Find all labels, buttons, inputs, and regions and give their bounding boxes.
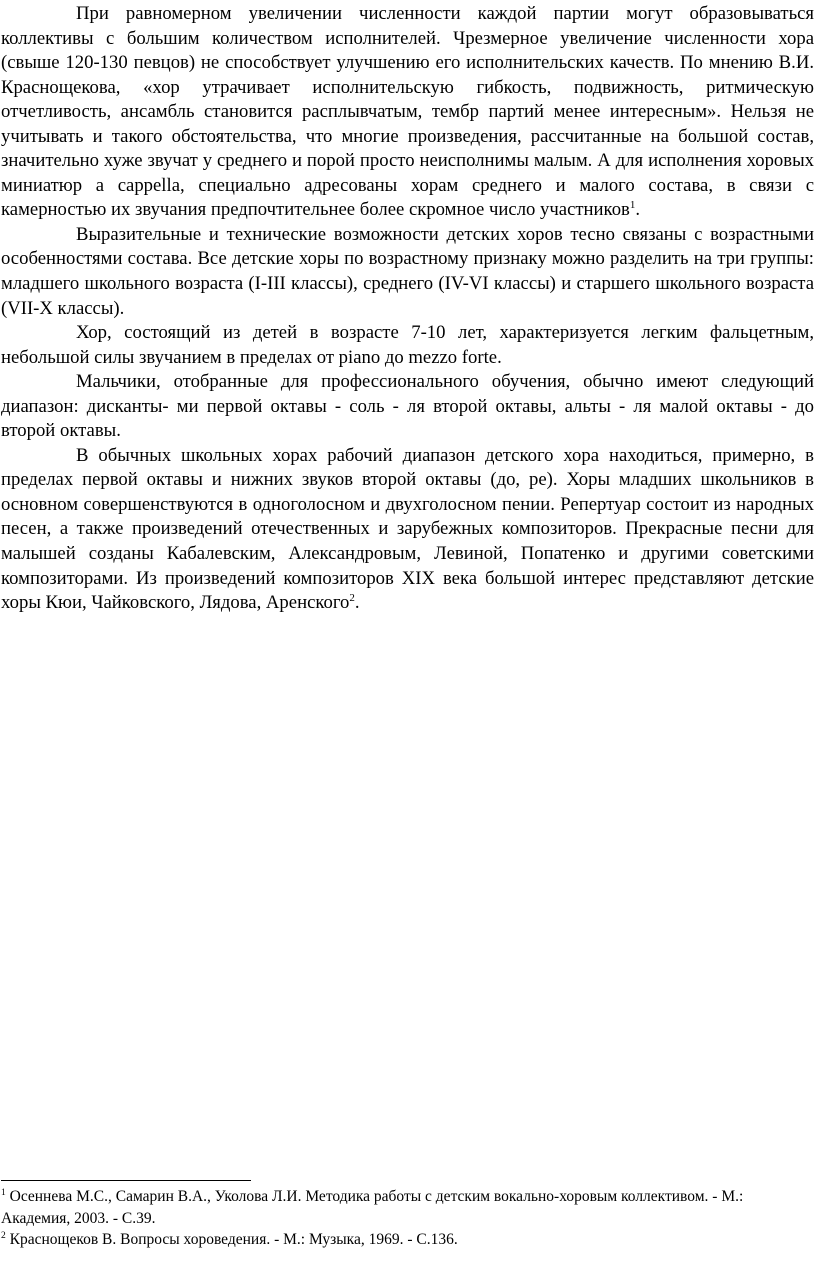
paragraph-choir-size <box>1 2 814 223</box>
paragraph-tail: . <box>354 592 360 614</box>
footnote-reference: 2 <box>349 592 355 605</box>
main-text <box>1 2 814 616</box>
paragraph-text: Хор, состоящий из детей в возрасте 7-10 лет, характеризуется легким фальцетным, небольшой силы звучанием в пределах от piano до mezzo forte. <box>1 322 814 368</box>
footnote-1 <box>1 1186 814 1229</box>
footnote-mark: 1 <box>1 1188 6 1198</box>
footnote-mark: 2 <box>1 1231 6 1241</box>
paragraph-tail: . <box>635 199 641 221</box>
paragraph-boys-range <box>1 370 814 444</box>
paragraph-text: Выразительные и технические возможности детских хоров тесно связаны с возрастными особенностями состава. Все детские хоры по возрастному признаку можно разделить на три группы: младшего школьного возраста (I-III классы), среднего (IV-VI классы) и старшего школьного возраста (VII-X классы). <box>1 223 814 319</box>
footnotes <box>1 1186 814 1251</box>
paragraph-school-choirs <box>1 444 814 616</box>
footnote-text: Осеннева М.С., Самарин В.А., Уколова Л.И. Методика работы с детским вокально-хоровым коллективом. - М.: Академия, 2003. - С.39. <box>1 1188 744 1227</box>
paragraph-age-groups <box>1 223 814 321</box>
footnote-text: Краснощеков В. Вопросы хороведения. - М.: Музыка, 1969. - С.136. <box>5 1231 458 1248</box>
paragraph-text: Мальчики, отобранные для профессионального обучения, обычно имеют следующий диапазон: дисканты- ми первой октавы - соль - ля второй октавы, альты - ля малой октавы - до второй октавы. <box>1 371 814 442</box>
paragraph-young-choir <box>1 321 814 370</box>
footnote-2 <box>1 1229 814 1251</box>
footnote-separator <box>1 1180 251 1181</box>
footnote-reference: 1 <box>629 199 636 212</box>
paragraph-text: При равномерном увеличении численности каждой партии могут образовываться коллективы с большим количеством исполнителей. Чрезмерное увеличение численности хора (свыше 120-130 певцов) не способствует улучшению его исполнительских качеств. По мнению В.И. Краснощекова, «хор утрачивает исполнительскую гибкость, подвижность, ритмическую отчетливость, ансамбль становится расплывчатым, тембр партий менее интересным». Нельзя не учитывать и такого обстоятельства, что многие произведения, рассчитанные на большой состав, значительно хуже звучат у среднего и порой просто неисполнимы малым. А для исполнения хоровых миниатюр a cappella, специально адресованы хорам среднего и малого состава, в связи с камерностью их звучания предпочтительнее более скромное число участников <box>1 3 814 221</box>
paragraph-text: В обычных школьных хорах рабочий диапазон детского хора находиться, примерно, в пределах первой октавы и нижних звуков второй октавы (до, ре). Хоры младших школьников в основном совершенствуются в одноголосном и двухголосном пении. Репертуар состоит из народных песен, а также произведений отечественных и зарубежных композиторов. Прекрасные песни для малышей созданы Кабалевским, Александровым, Левиной, Попатенко и другими советскими композиторами. Из произведений композиторов XIX века большой интерес представляют детские хоры Кюи, Чайковского, Лядова, Аренского <box>1 444 814 614</box>
